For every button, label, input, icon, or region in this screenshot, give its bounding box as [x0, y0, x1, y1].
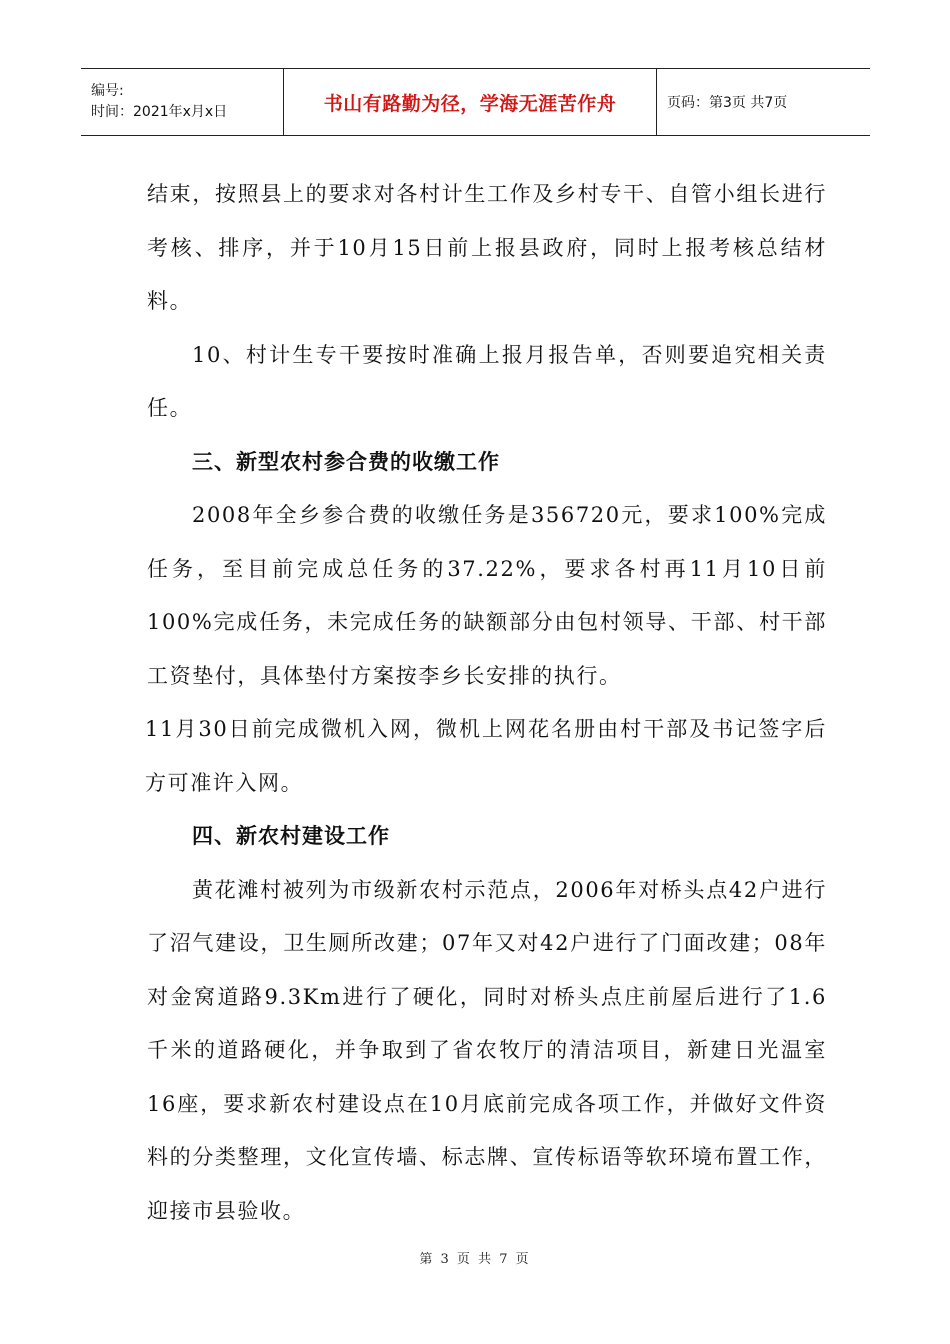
document-number-label: 编号: — [91, 83, 124, 99]
document-time-label: 时间：2021年x月x日 — [91, 104, 228, 120]
header-page-info — [657, 69, 870, 135]
section-heading-3: 三、新型农村参合费的收缴工作 — [192, 449, 500, 474]
paragraph-continuation: 结束，按照县上的要求对各村计生工作及乡村专干、自管小组长进行考核、排序，并于10月15日前上报县政府，同时上报考核总结材料。 — [147, 182, 827, 313]
motto-text: 书山有路勤为径，学海无涯苦作舟 — [323, 92, 617, 115]
paragraph-item-10: 10、村计生专干要按时准确上报月报告单，否则要追究相关责任。 — [147, 342, 827, 420]
section-heading-4: 四、新农村建设工作 — [192, 824, 390, 848]
header-motto — [284, 69, 657, 135]
paragraph-computer-registration: 11月30日前完成微机入网，微机上网花名册由村干部及书记签字后方可准许入网。 — [145, 717, 827, 795]
paragraph-new-village: 黄花滩村被列为市级新农村示范点，2006年对桥头点42户进行了沼气建设，卫生厕所改建；07年又对42户进行了门面改建；08年对金窝道路9.3Km进行了硬化，同时对桥头点庄前屋后进行了1.6千米的道路硬化，并争取到了省农牧厅的清洁项目，新建日光温室16座，要求新农村建设点在10月底前完成各项工作，并做好文件资料的分类整理，文化宣传墙、标志牌、宣传标语等软环境布置工作，迎接市县验收。 — [147, 877, 827, 1223]
header-meta — [81, 69, 284, 135]
document-body — [147, 168, 827, 1238]
page-header — [81, 68, 870, 136]
header-page-label: 页码：第3页 共7页 — [667, 95, 788, 111]
paragraph-fee-collection: 2008年全乡参合费的收缴任务是356720元，要求100%完成任务，至目前完成总任务的37.22%，要求各村再11月10日前100%完成任务，未完成任务的缺额部分由包村领导、干部、村干部工资垫付，具体垫付方案按李乡长安排的执行。 — [147, 503, 827, 688]
page-footer: 第 3 页 共 7 页 — [419, 1252, 531, 1267]
